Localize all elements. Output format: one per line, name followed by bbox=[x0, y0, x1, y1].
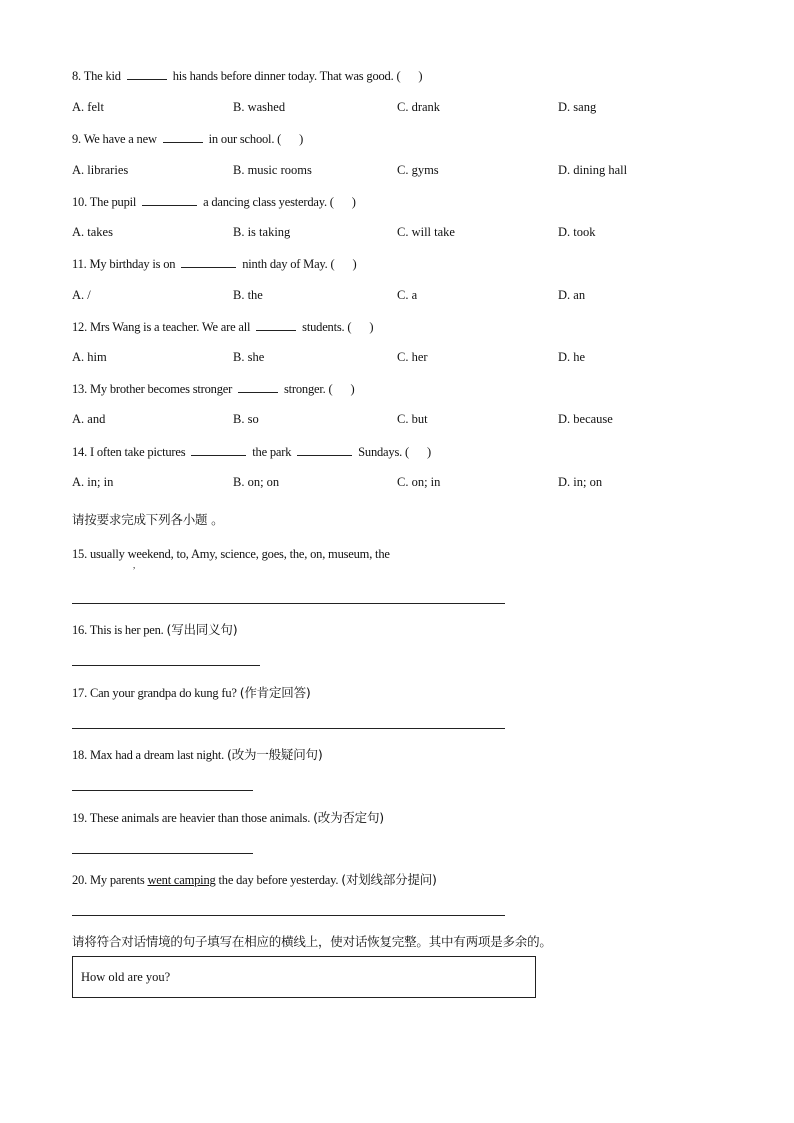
option-d: D. because bbox=[558, 412, 613, 426]
option-b: B. so bbox=[233, 412, 259, 426]
question-16: 16. This is her pen. (写出同义句) bbox=[72, 622, 238, 637]
answer-blank[interactable] bbox=[127, 68, 167, 80]
option-d: D. he bbox=[558, 350, 586, 364]
sentence-options-box bbox=[72, 956, 536, 998]
answer-blank[interactable] bbox=[238, 381, 278, 393]
option-a: A. in; in bbox=[72, 475, 114, 489]
option-b: B. is taking bbox=[233, 225, 291, 239]
answer-line[interactable] bbox=[72, 665, 260, 666]
option-d: D. took bbox=[558, 225, 596, 239]
answer-blank[interactable] bbox=[256, 319, 296, 331]
option-d: D. in; on bbox=[558, 475, 603, 489]
question-13-stem: 13. My brother becomes stronger stronger. ( ) bbox=[72, 382, 355, 396]
option-a: A. takes bbox=[72, 225, 113, 239]
question-20: 20. My parents went camping the day before yesterday. (对划线部分提问) bbox=[72, 872, 437, 887]
option-a: A. libraries bbox=[72, 163, 129, 177]
option-c: C. on; in bbox=[397, 475, 441, 489]
question-18: 18. Max had a dream last night. (改为一般疑问句) bbox=[72, 747, 323, 762]
option-a: A. and bbox=[72, 412, 106, 426]
question-15: 15. usually weekend, to, Amy, science, goes, the, on, museum, the bbox=[72, 547, 390, 561]
option-c: C. gyms bbox=[397, 163, 439, 177]
stray-mark: , bbox=[133, 560, 136, 570]
option-d: D. dining hall bbox=[558, 163, 628, 177]
sentence-option: How old are you? bbox=[81, 970, 171, 984]
answer-line[interactable] bbox=[72, 853, 253, 854]
section-instruction: 请按要求完成下列各小题 。 bbox=[72, 512, 224, 527]
answer-line[interactable] bbox=[72, 790, 253, 791]
option-b: B. on; on bbox=[233, 475, 280, 489]
option-a: A. him bbox=[72, 350, 107, 364]
answer-blank[interactable] bbox=[181, 256, 236, 268]
answer-line[interactable] bbox=[72, 603, 505, 604]
option-b: B. she bbox=[233, 350, 265, 364]
option-a: A. / bbox=[72, 288, 91, 302]
question-12-stem: 12. Mrs Wang is a teacher. We are all students. ( ) bbox=[72, 320, 374, 334]
option-c: C. drank bbox=[397, 100, 441, 114]
option-b: B. the bbox=[233, 288, 263, 302]
question-11-stem: 11. My birthday is on ninth day of May. ( ) bbox=[72, 257, 357, 271]
question-17: 17. Can your grandpa do kung fu? (作肯定回答) bbox=[72, 685, 311, 700]
answer-blank[interactable] bbox=[142, 194, 197, 206]
answer-blank[interactable] bbox=[297, 444, 352, 456]
option-a: A. felt bbox=[72, 100, 104, 114]
section-instruction-dialogue: 请将符合对话情境的句子填写在相应的横线上，使对话恢复完整。其中有两项是多余的。 bbox=[72, 934, 552, 949]
option-b: B. washed bbox=[233, 100, 286, 114]
answer-blank[interactable] bbox=[191, 444, 246, 456]
option-b: B. music rooms bbox=[233, 163, 312, 177]
question-14-stem: 14. I often take pictures the park Sundays. ( ) bbox=[72, 445, 431, 459]
question-19: 19. These animals are heavier than those animals. (改为否定句) bbox=[72, 810, 384, 825]
answer-line[interactable] bbox=[72, 915, 505, 916]
question-10-stem: 10. The pupil a dancing class yesterday. ( ) bbox=[72, 195, 356, 209]
question-9-stem: 9. We have a new in our school. ( ) bbox=[72, 132, 304, 146]
option-c: C. her bbox=[397, 350, 428, 364]
option-d: D. an bbox=[558, 288, 586, 302]
answer-line[interactable] bbox=[72, 728, 505, 729]
option-d: D. sang bbox=[558, 100, 597, 114]
option-c: C. but bbox=[397, 412, 428, 426]
question-8-stem: 8. The kid his hands before dinner today. That was good. ( ) bbox=[72, 69, 423, 83]
option-c: C. will take bbox=[397, 225, 455, 239]
answer-blank[interactable] bbox=[163, 131, 203, 143]
underlined-phrase: went camping bbox=[147, 873, 216, 887]
option-c: C. a bbox=[397, 288, 418, 302]
